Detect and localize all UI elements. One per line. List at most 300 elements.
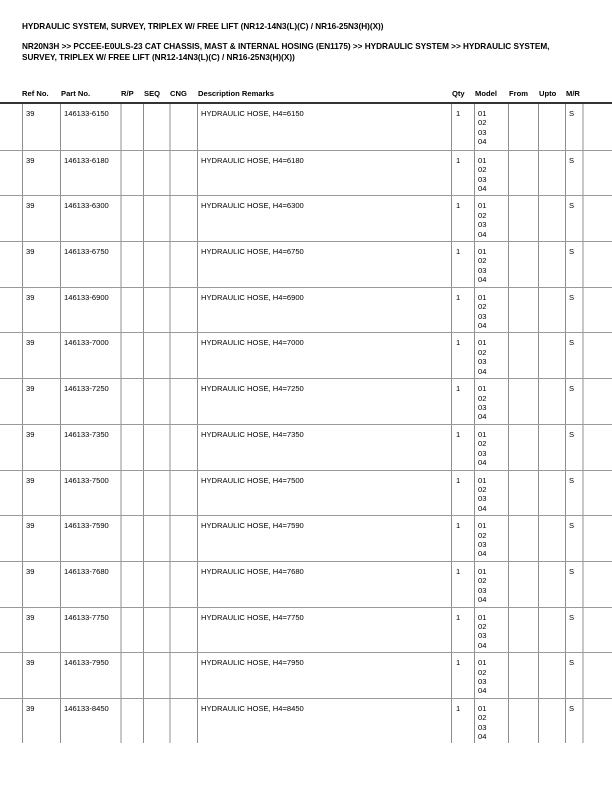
table-row [0, 241, 612, 287]
cell-mr: S [569, 292, 575, 302]
divider-from [508, 516, 509, 561]
model-code: 03 [478, 722, 487, 732]
model-code: 01 [478, 292, 487, 302]
divider-upto [538, 653, 539, 698]
cell-qty: 1 [456, 292, 461, 302]
divider-rp [120, 196, 122, 241]
border-right [582, 608, 584, 653]
model-code: 01 [478, 703, 487, 713]
cell-description: HYDRAULIC HOSE, H4=7000 [201, 338, 304, 348]
model-code: 03 [478, 631, 487, 641]
divider-upto [538, 562, 539, 607]
table-row [0, 424, 612, 470]
border-right [582, 471, 584, 516]
table-row [0, 378, 612, 424]
table-row [0, 515, 612, 561]
border-right [582, 151, 584, 196]
cell-description: HYDRAULIC HOSE, H4=7750 [201, 612, 304, 622]
border-left [22, 104, 23, 150]
divider-seq [143, 288, 144, 333]
cell-mr: S [569, 658, 575, 668]
divider-qty [451, 653, 452, 698]
cell-part-no: 146133-6300 [64, 201, 109, 211]
model-code: 01 [478, 521, 487, 531]
cell-ref-no: 39 [26, 703, 35, 713]
cell-part-no: 146133-7350 [64, 429, 109, 439]
model-code: 04 [478, 412, 487, 422]
cell-part-no: 146133-7590 [64, 521, 109, 531]
divider-qty [451, 104, 452, 150]
divider-description [197, 699, 198, 743]
cell-part-no: 146133-6150 [64, 109, 109, 118]
divider-part-no [60, 379, 61, 424]
model-code: 04 [478, 549, 487, 559]
divider-rp [120, 379, 122, 424]
model-code: 02 [478, 210, 487, 220]
cell-model [478, 704, 486, 742]
divider-upto [538, 608, 539, 653]
divider-qty [451, 151, 452, 196]
divider-upto [538, 699, 539, 743]
cell-description: HYDRAULIC HOSE, H4=8450 [201, 703, 304, 713]
header-upto: Upto [539, 89, 557, 98]
model-code: 01 [478, 155, 487, 165]
model-code: 01 [478, 612, 487, 622]
model-code: 01 [478, 109, 487, 118]
cell-qty: 1 [456, 658, 461, 668]
model-code: 02 [478, 256, 487, 266]
divider-cng [169, 104, 171, 150]
cell-model [478, 430, 486, 468]
divider-rp [120, 699, 122, 743]
cell-qty: 1 [456, 155, 461, 165]
divider-upto [538, 333, 539, 378]
divider-description [197, 425, 198, 470]
cell-ref-no: 39 [26, 109, 35, 118]
cell-mr: S [569, 247, 575, 257]
divider-cng [169, 471, 171, 516]
divider-seq [143, 471, 144, 516]
cell-mr: S [569, 384, 575, 394]
divider-part-no [60, 608, 61, 653]
header-model: Model [475, 89, 497, 98]
divider-description [197, 242, 198, 287]
divider-upto [538, 379, 539, 424]
border-right [582, 242, 584, 287]
cell-model [478, 384, 486, 422]
divider-qty [451, 288, 452, 333]
model-code: 01 [478, 384, 487, 394]
model-code: 03 [478, 311, 487, 321]
divider-part-no [60, 425, 61, 470]
cell-ref-no: 39 [26, 566, 35, 576]
divider-cng [169, 699, 171, 743]
model-code: 04 [478, 320, 487, 330]
border-right [582, 562, 584, 607]
border-left [22, 562, 23, 607]
divider-model [474, 333, 475, 378]
cell-qty: 1 [456, 384, 461, 394]
border-right [582, 653, 584, 698]
model-code: 03 [478, 174, 487, 184]
divider-seq [143, 196, 144, 241]
divider-from [508, 608, 509, 653]
model-code: 01 [478, 475, 487, 485]
table-row [0, 195, 612, 241]
divider-from [508, 104, 509, 150]
header-mr: M/R [566, 89, 580, 98]
table-row [0, 104, 612, 150]
divider-mr [565, 333, 566, 378]
header-cng: CNG [170, 89, 187, 98]
divider-from [508, 196, 509, 241]
divider-description [197, 333, 198, 378]
table-row [0, 698, 612, 743]
cell-mr: S [569, 703, 575, 713]
divider-seq [143, 242, 144, 287]
border-left [22, 379, 23, 424]
cell-qty: 1 [456, 247, 461, 257]
cell-part-no: 146133-7750 [64, 612, 109, 622]
table-header [0, 87, 612, 101]
divider-qty [451, 608, 452, 653]
divider-model [474, 242, 475, 287]
divider-description [197, 196, 198, 241]
divider-model [474, 516, 475, 561]
divider-part-no [60, 653, 61, 698]
divider-mr [565, 425, 566, 470]
border-right [582, 288, 584, 333]
divider-model [474, 471, 475, 516]
header-ref-no: Ref No. [22, 89, 49, 98]
divider-upto [538, 104, 539, 150]
cell-ref-no: 39 [26, 475, 35, 485]
model-code: 03 [478, 585, 487, 595]
border-right [582, 104, 584, 150]
divider-upto [538, 196, 539, 241]
cell-mr: S [569, 155, 575, 165]
divider-cng [169, 288, 171, 333]
border-right [582, 699, 584, 743]
divider-rp [120, 333, 122, 378]
cell-description: HYDRAULIC HOSE, H4=6900 [201, 292, 304, 302]
cell-mr: S [569, 338, 575, 348]
cell-model [478, 658, 486, 696]
cell-qty: 1 [456, 703, 461, 713]
cell-description: HYDRAULIC HOSE, H4=6150 [201, 109, 304, 118]
divider-model [474, 288, 475, 333]
model-code: 04 [478, 366, 487, 376]
model-code: 02 [478, 439, 487, 449]
border-left [22, 333, 23, 378]
divider-qty [451, 562, 452, 607]
cell-mr: S [569, 566, 575, 576]
divider-seq [143, 333, 144, 378]
border-left [22, 151, 23, 196]
cell-qty: 1 [456, 475, 461, 485]
cell-description: HYDRAULIC HOSE, H4=7500 [201, 475, 304, 485]
cell-model [478, 201, 486, 239]
cell-description: HYDRAULIC HOSE, H4=7250 [201, 384, 304, 394]
model-code: 04 [478, 137, 487, 147]
table-row [0, 561, 612, 607]
divider-part-no [60, 562, 61, 607]
cell-description: HYDRAULIC HOSE, H4=7680 [201, 566, 304, 576]
divider-qty [451, 471, 452, 516]
model-code: 04 [478, 229, 487, 239]
divider-from [508, 379, 509, 424]
table-row [0, 607, 612, 653]
divider-qty [451, 242, 452, 287]
cell-model [478, 156, 486, 194]
divider-qty [451, 516, 452, 561]
model-code: 01 [478, 201, 487, 211]
divider-mr [565, 196, 566, 241]
cell-ref-no: 39 [26, 384, 35, 394]
model-code: 02 [478, 165, 487, 175]
model-code: 02 [478, 484, 487, 494]
model-code: 03 [478, 448, 487, 458]
divider-rp [120, 653, 122, 698]
cell-ref-no: 39 [26, 247, 35, 257]
cell-description: HYDRAULIC HOSE, H4=6300 [201, 201, 304, 211]
cell-part-no: 146133-7250 [64, 384, 109, 394]
cell-part-no: 146133-6900 [64, 292, 109, 302]
divider-part-no [60, 242, 61, 287]
cell-ref-no: 39 [26, 612, 35, 622]
divider-part-no [60, 151, 61, 196]
divider-description [197, 379, 198, 424]
cell-mr: S [569, 475, 575, 485]
divider-rp [120, 471, 122, 516]
divider-cng [169, 516, 171, 561]
divider-cng [169, 333, 171, 378]
divider-part-no [60, 699, 61, 743]
cell-ref-no: 39 [26, 521, 35, 531]
divider-cng [169, 425, 171, 470]
divider-mr [565, 104, 566, 150]
model-code: 03 [478, 677, 487, 687]
cell-ref-no: 39 [26, 338, 35, 348]
divider-mr [565, 516, 566, 561]
divider-model [474, 104, 475, 150]
divider-from [508, 333, 509, 378]
divider-mr [565, 379, 566, 424]
divider-from [508, 699, 509, 743]
header-description: Description Remarks [198, 89, 274, 98]
border-left [22, 653, 23, 698]
divider-seq [143, 699, 144, 743]
table-row [0, 287, 612, 333]
model-code: 02 [478, 621, 487, 631]
border-right [582, 425, 584, 470]
divider-cng [169, 562, 171, 607]
model-code: 03 [478, 265, 487, 275]
cell-part-no: 146133-7680 [64, 566, 109, 576]
cell-qty: 1 [456, 521, 461, 531]
table-row [0, 652, 612, 698]
border-left [22, 699, 23, 743]
divider-rp [120, 151, 122, 196]
border-left [22, 471, 23, 516]
cell-model [478, 338, 486, 376]
header-from: From [509, 89, 528, 98]
cell-model [478, 567, 486, 605]
border-left [22, 242, 23, 287]
divider-from [508, 471, 509, 516]
cell-model [478, 247, 486, 285]
model-code: 03 [478, 220, 487, 230]
divider-description [197, 516, 198, 561]
model-code: 02 [478, 667, 487, 677]
cell-part-no: 146133-8450 [64, 703, 109, 713]
divider-model [474, 151, 475, 196]
cell-part-no: 146133-7000 [64, 338, 109, 348]
cell-part-no: 146133-6750 [64, 247, 109, 257]
cell-ref-no: 39 [26, 658, 35, 668]
model-code: 04 [478, 686, 487, 696]
divider-from [508, 562, 509, 607]
model-code: 01 [478, 658, 487, 668]
cell-mr: S [569, 429, 575, 439]
divider-seq [143, 653, 144, 698]
divider-seq [143, 379, 144, 424]
model-code: 04 [478, 732, 487, 742]
model-code: 02 [478, 393, 487, 403]
cell-qty: 1 [456, 338, 461, 348]
divider-cng [169, 196, 171, 241]
cell-mr: S [569, 201, 575, 211]
divider-seq [143, 151, 144, 196]
cell-part-no: 146133-7500 [64, 475, 109, 485]
divider-model [474, 379, 475, 424]
divider-rp [120, 104, 122, 150]
cell-qty: 1 [456, 109, 461, 118]
border-right [582, 196, 584, 241]
header-rp: R/P [121, 89, 134, 98]
model-code: 02 [478, 118, 487, 128]
cell-description: HYDRAULIC HOSE, H4=6180 [201, 155, 304, 165]
divider-upto [538, 516, 539, 561]
cell-description: HYDRAULIC HOSE, H4=6750 [201, 247, 304, 257]
cell-qty: 1 [456, 612, 461, 622]
divider-description [197, 104, 198, 150]
cell-ref-no: 39 [26, 292, 35, 302]
divider-model [474, 699, 475, 743]
divider-from [508, 425, 509, 470]
divider-model [474, 653, 475, 698]
model-code: 04 [478, 503, 487, 513]
divider-cng [169, 608, 171, 653]
model-code: 04 [478, 183, 487, 193]
divider-upto [538, 151, 539, 196]
divider-qty [451, 699, 452, 743]
cell-ref-no: 39 [26, 201, 35, 211]
divider-seq [143, 104, 144, 150]
cell-mr: S [569, 612, 575, 622]
border-right [582, 333, 584, 378]
model-code: 04 [478, 595, 487, 605]
divider-rp [120, 425, 122, 470]
cell-part-no: 146133-7950 [64, 658, 109, 668]
border-left [22, 516, 23, 561]
divider-cng [169, 151, 171, 196]
model-code: 02 [478, 576, 487, 586]
divider-seq [143, 562, 144, 607]
border-left [22, 288, 23, 333]
divider-qty [451, 425, 452, 470]
divider-description [197, 151, 198, 196]
border-left [22, 608, 23, 653]
divider-mr [565, 151, 566, 196]
border-left [22, 425, 23, 470]
divider-mr [565, 471, 566, 516]
model-code: 02 [478, 302, 487, 312]
model-code: 01 [478, 338, 487, 348]
divider-qty [451, 333, 452, 378]
divider-mr [565, 699, 566, 743]
divider-rp [120, 242, 122, 287]
divider-from [508, 242, 509, 287]
divider-rp [120, 288, 122, 333]
border-right [582, 516, 584, 561]
divider-mr [565, 562, 566, 607]
divider-description [197, 653, 198, 698]
document-title: HYDRAULIC SYSTEM, SURVEY, TRIPLEX W/ FREE LIFT (NR12-14N3(L)(C) / NR16-25N3(H)(X)) [22, 22, 384, 31]
divider-part-no [60, 516, 61, 561]
divider-upto [538, 425, 539, 470]
divider-upto [538, 242, 539, 287]
cell-part-no: 146133-6180 [64, 155, 109, 165]
divider-seq [143, 516, 144, 561]
border-left [22, 196, 23, 241]
divider-model [474, 196, 475, 241]
breadcrumb: NR20N3H >> PCCEE-E0ULS-23 CAT CHASSIS, MAST & INTERNAL HOSING (EN1175) >> HYDRAULIC SYSTEM >> HYDRAULIC SYSTEM, SURVEY, TRIPLEX W/ FREE LIFT (NR12-14N3(L)(C) / NR16-25N3(H)(X)) [22, 42, 550, 62]
divider-model [474, 562, 475, 607]
divider-seq [143, 425, 144, 470]
divider-cng [169, 242, 171, 287]
cell-qty: 1 [456, 201, 461, 211]
divider-part-no [60, 288, 61, 333]
table-row [0, 150, 612, 196]
cell-description: HYDRAULIC HOSE, H4=7350 [201, 429, 304, 439]
model-code: 04 [478, 640, 487, 650]
cell-model [478, 476, 486, 514]
divider-rp [120, 516, 122, 561]
divider-from [508, 151, 509, 196]
header-seq: SEQ [144, 89, 161, 98]
divider-model [474, 608, 475, 653]
model-code: 01 [478, 247, 487, 257]
cell-model [478, 109, 486, 147]
cell-model [478, 293, 486, 331]
header-part-no: Part No. [61, 89, 91, 98]
divider-description [197, 608, 198, 653]
model-code: 01 [478, 429, 487, 439]
divider-upto [538, 288, 539, 333]
divider-part-no [60, 333, 61, 378]
divider-part-no [60, 104, 61, 150]
divider-rp [120, 562, 122, 607]
divider-part-no [60, 471, 61, 516]
model-code: 04 [478, 275, 487, 285]
model-code: 02 [478, 530, 487, 540]
cell-qty: 1 [456, 566, 461, 576]
divider-part-no [60, 196, 61, 241]
divider-mr [565, 608, 566, 653]
header-qty: Qty [452, 89, 465, 98]
divider-mr [565, 242, 566, 287]
